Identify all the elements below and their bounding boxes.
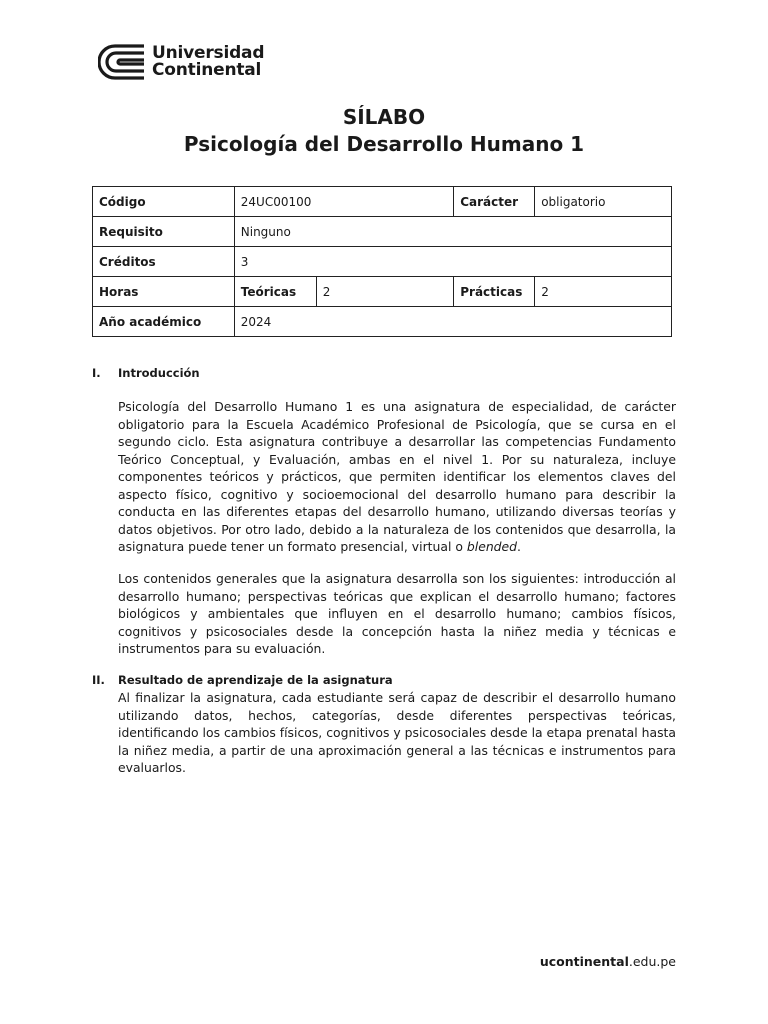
intro-paragraph-1-italic: blended [466, 539, 518, 554]
university-logo-icon [98, 43, 148, 81]
requisito-label: Requisito [93, 217, 235, 247]
table-row [93, 187, 672, 217]
table-row [93, 277, 672, 307]
intro-paragraph-1 [118, 398, 676, 556]
table-row [93, 307, 672, 337]
teoricas-value: 2 [316, 277, 454, 307]
course-info-table [92, 186, 672, 337]
requisito-value: Ninguno [234, 217, 671, 247]
section-title: Resultado de aprendizaje de la asignatura [118, 673, 393, 687]
section-title: Introducción [118, 366, 200, 380]
anio-label: Año académico [93, 307, 235, 337]
footer-domain-rest: .edu.pe [628, 954, 676, 969]
logo-line-2: Continental [152, 60, 262, 80]
section-heading-introduccion [92, 366, 200, 380]
practicas-label: Prácticas [454, 277, 535, 307]
table-row [93, 217, 672, 247]
university-logo-text [152, 45, 264, 79]
university-logo [98, 43, 264, 81]
practicas-value: 2 [535, 277, 672, 307]
section-number: I. [92, 366, 101, 380]
table-row [93, 247, 672, 277]
caracter-label: Carácter [454, 187, 535, 217]
creditos-value: 3 [234, 247, 671, 277]
anio-value: 2024 [234, 307, 671, 337]
creditos-label: Créditos [93, 247, 235, 277]
section-number: II. [92, 673, 105, 687]
section-heading-resultado [92, 673, 393, 687]
teoricas-label: Teóricas [234, 277, 316, 307]
document-title [0, 104, 768, 158]
resultado-paragraph: Al finalizar la asignatura, cada estudiante será capaz de describir el desarrollo humano utilizando datos, hechos, categorías, desde diferentes perspectivas teóricas, identificando los cambios físicos, cognitivos y psicosociales desde la etapa prenatal hasta la niñez media, a partir de una aproximación general a las técnicas e instrumentos para evaluarlos. [118, 690, 676, 775]
logo-line-1: Universidad [152, 43, 265, 63]
horas-label: Horas [93, 277, 235, 307]
intro-paragraph-1-text: Psicología del Desarrollo Humano 1 es una asignatura de especialidad, de carácter obligatorio para la Escuela Académico Profesional de Psicología, que se cursa en el segundo ciclo. Esta asignatura contribuye a desarrollar las competencias Fundamento Teórico Conceptual, y Evaluación, ambas en el nivel 1. Por su naturaleza, incluye componentes teóricos y prácticos, que permiten identificar los elementos claves del aspecto físico, cognitivo y socioemocional del desarrollo humano para describir la conducta en las diferentes etapas del desarrollo humano, utilizando diversas teorías y datos objetivos. Por otro lado, debido a la naturaleza de los contenidos que desarrolla, la asignatura puede tener un formato presencial, virtual o [118, 399, 676, 554]
footer-website [540, 954, 676, 969]
caracter-value: obligatorio [535, 187, 672, 217]
title-course-name: Psicología del Desarrollo Humano 1 [183, 132, 585, 156]
codigo-value: 24UC00100 [234, 187, 453, 217]
codigo-label: Código [93, 187, 235, 217]
intro-paragraph-1-end: . [517, 539, 521, 554]
title-silabo: SÍLABO [342, 105, 426, 129]
footer-domain-bold: ucontinental [539, 954, 629, 969]
intro-paragraph-2: Los contenidos generales que la asignatura desarrolla son los siguientes: introducción al desarrollo humano; perspectivas teóricas que explican el desarrollo humano; factores biológicos y ambientales que influyen en el desarrollo humano; cambios físicos, cognitivos y psicosociales desde la concepción hasta la niñez media y técnicas e instrumentos para su evaluación. [118, 571, 676, 656]
